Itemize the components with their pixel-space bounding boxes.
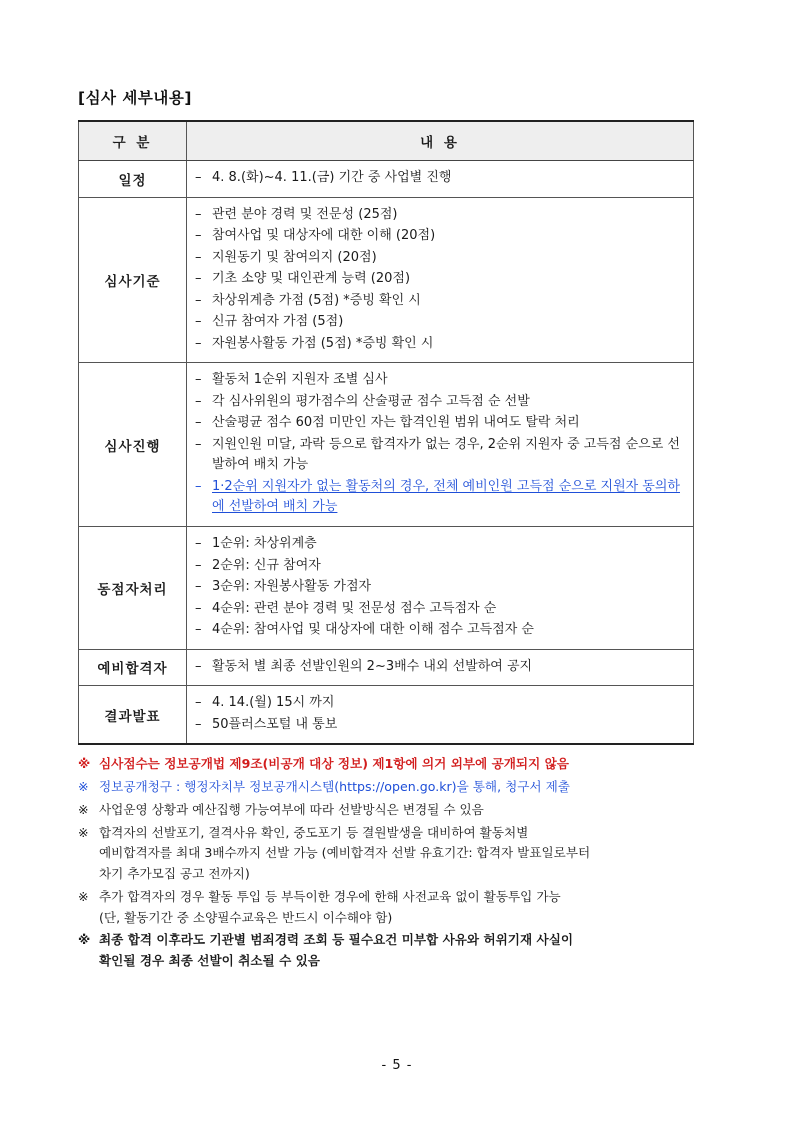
list-item: – 활동처 1순위 지원자 조별 심사 — [195, 370, 685, 391]
dash-list — [195, 534, 685, 641]
row-label-schedule: 일정 — [79, 161, 187, 198]
row-label-tiebreak: 동점자처리 — [79, 526, 187, 649]
list-item: – 4순위: 관련 분야 경력 및 전문성 점수 고득점자 순 — [195, 599, 685, 620]
note-mark-icon: ※ — [78, 778, 89, 794]
notes-section — [78, 754, 694, 972]
note-mark-icon: ※ — [78, 801, 89, 817]
note-mark-icon: ※ — [78, 932, 91, 948]
dash-list — [195, 657, 685, 678]
note-line: 추가 합격자의 경우 활동 투입 등 부득이한 경우에 한해 사전교육 없이 활동투입 가능 — [99, 888, 561, 904]
dash-list — [195, 370, 685, 518]
row-content-waitlist — [187, 649, 694, 686]
list-item: – 지원동기 및 참여의지 (20점) — [195, 248, 685, 269]
list-item: – 기초 소양 및 대인관계 능력 (20점) — [195, 269, 685, 290]
note-line: 심사점수는 정보공개법 제9조(비공개 대상 정보) 제1항에 의거 외부에 공개되지 않음 — [99, 756, 569, 772]
page-title: [심사 세부내용] — [78, 89, 192, 107]
note-line: 차기 추가모집 공고 전까지) — [99, 866, 250, 882]
table-header-content: 내 용 — [187, 121, 694, 161]
note-mark-icon: ※ — [78, 888, 89, 904]
row-content-criteria — [187, 197, 694, 363]
row-label-criteria: 심사기준 — [79, 197, 187, 363]
list-item: – 4. 14.(월) 15시 까지 — [195, 693, 685, 714]
row-label-process: 심사진행 — [79, 363, 187, 527]
review-details-table — [78, 120, 694, 745]
dash-list — [195, 693, 685, 735]
table-row — [79, 161, 694, 198]
row-content-process — [187, 363, 694, 527]
table-row — [79, 197, 694, 363]
dash-list — [195, 205, 685, 355]
note-item — [78, 930, 694, 972]
table-row — [79, 526, 694, 649]
list-item: – 50플러스포털 내 통보 — [195, 715, 685, 736]
table-row — [79, 686, 694, 745]
note-line: 정보공개청구 : 행정자치부 정보공개시스템(https://open.go.kr)을 통해, 청구서 제출 — [99, 778, 570, 794]
note-line: (단, 활동기간 중 소양필수교육은 반드시 이수해야 함) — [99, 909, 393, 925]
note-line: 확인될 경우 최종 선발이 취소될 수 있음 — [99, 953, 320, 969]
table-row — [79, 363, 694, 527]
document-content — [78, 86, 694, 974]
list-item: – 지원인원 미달, 과락 등으로 합격자가 없는 경우, 2순위 지원자 중 고득점 순으로 선발하여 배치 가능 — [195, 435, 685, 476]
row-content-tiebreak — [187, 526, 694, 649]
list-item: – 각 심사위원의 평가점수의 산술평균 점수 고득점 순 선발 — [195, 392, 685, 413]
list-item: – 관련 분야 경력 및 전문성 (25점) — [195, 205, 685, 226]
list-item: – 활동처 별 최종 선발인원의 2~3배수 내외 선발하여 공지 — [195, 657, 685, 678]
list-item: – 2순위: 신규 참여자 — [195, 556, 685, 577]
note-line: 예비합격자를 최대 3배수까지 선발 가능 (예비합격자 선발 유효기간: 합격자 발표일로부터 — [99, 845, 591, 861]
row-label-waitlist: 예비합격자 — [79, 649, 187, 686]
list-item-highlighted: – 1·2순위 지원자가 없는 활동처의 경우, 전체 예비인원 고득점 순으로 지원자 동의하에 선발하여 배치 가능 — [195, 477, 685, 518]
list-item: – 차상위계층 가점 (5점) *증빙 확인 시 — [195, 291, 685, 312]
list-item: – 산술평균 점수 60점 미만인 자는 합격인원 범위 내여도 탈락 처리 — [195, 413, 685, 434]
note-line: 합격자의 선발포기, 결격사유 확인, 중도포기 등 결원발생을 대비하여 활동처별 — [99, 824, 529, 840]
list-item: – 4순위: 참여사업 및 대상자에 대한 이해 점수 고득점자 순 — [195, 620, 685, 641]
page-number: - 5 - — [381, 1058, 413, 1073]
note-line: 사업운영 상황과 예산집행 가능여부에 따라 선발방식은 변경될 수 있음 — [99, 801, 484, 817]
note-mark-icon: ※ — [78, 824, 89, 840]
note-item — [78, 887, 694, 929]
row-content-schedule — [187, 161, 694, 198]
list-item: – 1순위: 차상위계층 — [195, 534, 685, 555]
table-header-row — [79, 121, 694, 161]
note-item — [78, 754, 694, 775]
note-item — [78, 823, 694, 885]
note-item — [78, 800, 694, 821]
row-content-results — [187, 686, 694, 745]
note-item — [78, 777, 694, 798]
table-header-category: 구 분 — [79, 121, 187, 161]
note-mark-icon: ※ — [78, 756, 91, 772]
list-item: – 참여사업 및 대상자에 대한 이해 (20점) — [195, 226, 685, 247]
dash-list — [195, 168, 685, 189]
list-item: – 4. 8.(화)~4. 11.(금) 기간 중 사업별 진행 — [195, 168, 685, 189]
note-line: 최종 합격 이후라도 기관별 범죄경력 조회 등 필수요건 미부합 사유와 허위기재 사실이 — [99, 932, 574, 948]
list-item: – 3순위: 자원봉사활동 가점자 — [195, 577, 685, 598]
row-label-results: 결과발표 — [79, 686, 187, 745]
table-row — [79, 649, 694, 686]
list-item: – 신규 참여자 가점 (5점) — [195, 312, 685, 333]
list-item: – 자원봉사활동 가점 (5점) *증빙 확인 시 — [195, 334, 685, 355]
